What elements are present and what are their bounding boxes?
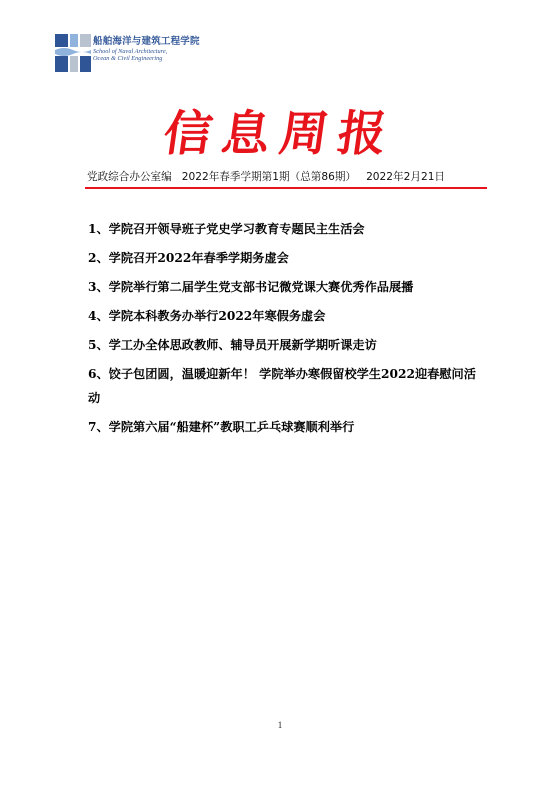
masthead-title: 信息周报: [160, 106, 400, 162]
toc-item-title: 学工办全体思政教师、辅导员开展新学期听课走访: [108, 338, 377, 352]
school-name-en-line1: School of Naval Architecture,: [93, 48, 168, 55]
toc-item-title: 学院第六届“船建杯”教职工乒乓球赛顺利举行: [108, 420, 355, 434]
table-of-contents: [88, 217, 488, 444]
school-name: [93, 37, 200, 63]
toc-item-number: 1、: [88, 222, 109, 236]
school-name-cn: 船舶海洋与建筑工程学院: [93, 37, 200, 47]
toc-item-number: 3、: [88, 280, 109, 294]
school-name-en-line2: Ocean & Civil Engineering: [93, 55, 163, 63]
toc-item-title: 饺子包团圆，温暖迎新年！ 学院举办寒假留校学生2022迎春慰问活动: [88, 367, 476, 405]
toc-item[interactable]: [88, 415, 488, 439]
page-number: 1: [277, 720, 283, 730]
toc-item-title: 学院举行第二届学生党支部书记微党课大赛优秀作品展播: [108, 280, 414, 294]
toc-item[interactable]: [88, 246, 488, 270]
issue-info-line: [87, 170, 485, 184]
school-logo: [55, 34, 205, 74]
toc-item-number: 2、: [88, 251, 109, 265]
toc-item[interactable]: [88, 217, 488, 241]
issue-date: 2022年2月21日: [366, 171, 446, 183]
toc-item-number: 7、: [88, 420, 109, 434]
toc-item-title: 学院本科教务办举行2022年寒假务虚会: [108, 309, 326, 323]
toc-item-number: 4、: [88, 309, 109, 323]
red-divider: [85, 187, 487, 189]
toc-item-number: 5、: [88, 338, 109, 352]
issue-number: 2022年春季学期第1期（总第86期）: [181, 171, 357, 183]
toc-item-title: 学院召开2022年春季学期务虚会: [108, 251, 289, 265]
toc-item[interactable]: [88, 275, 488, 299]
school-emblem-icon: [55, 34, 91, 72]
issue-editor: 党政综合办公室编: [87, 171, 172, 183]
toc-item[interactable]: [88, 304, 488, 328]
toc-item-title: 学院召开领导班子党史学习教育专题民主生活会: [108, 222, 365, 236]
toc-item[interactable]: [88, 362, 488, 410]
toc-item[interactable]: [88, 333, 488, 357]
toc-item-number: 6、: [88, 367, 109, 381]
